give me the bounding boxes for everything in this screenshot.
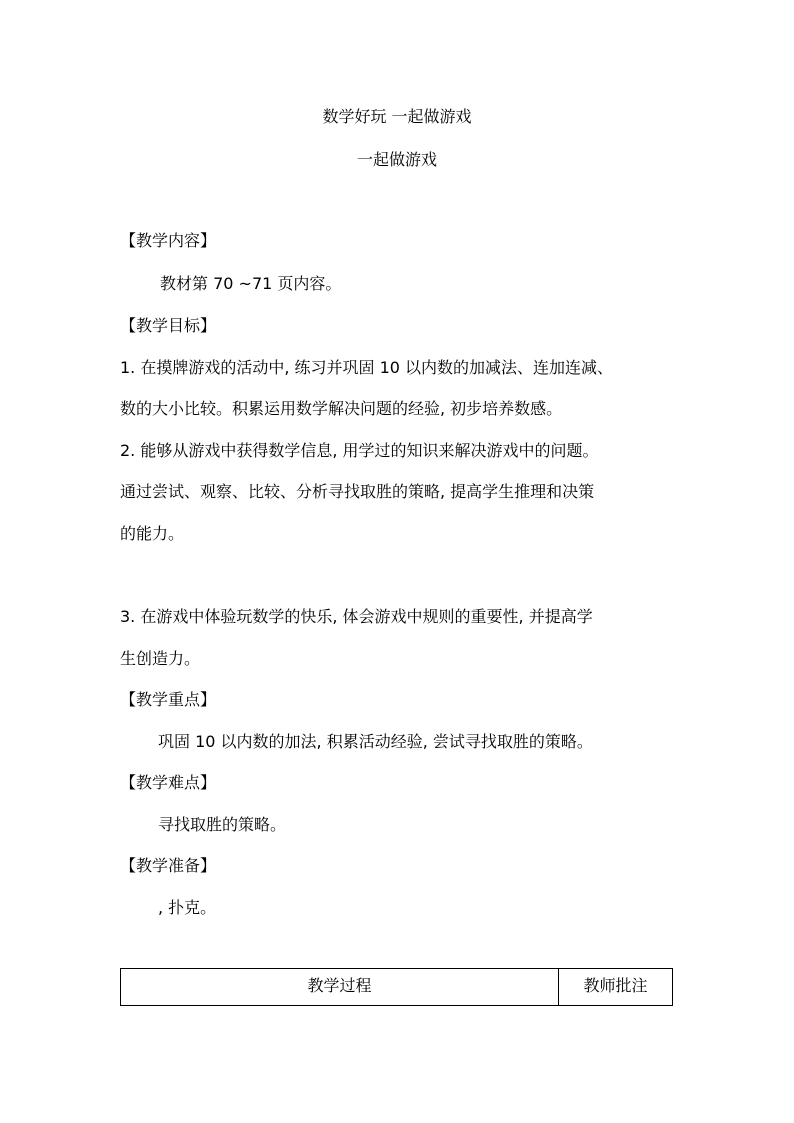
document-subtitle: 一起做游戏	[356, 150, 437, 169]
section-heading-difficulties: 【教学难点】	[120, 773, 217, 792]
goal-2-line-1: 2. 能够从游戏中获得数学信息, 用学过的知识来解决游戏中的问题。	[120, 441, 599, 460]
content-text: 教材第 70 ~71 页内容。	[160, 274, 342, 293]
section-heading-key-points: 【教学重点】	[120, 690, 217, 709]
goal-2-line-3: 的能力。	[120, 524, 185, 543]
teaching-process-table	[120, 968, 673, 1006]
document-title: 数学好玩 一起做游戏	[322, 107, 472, 126]
section-heading-preparation: 【教学准备】	[120, 856, 217, 875]
goal-1-line-1: 1. 在摸牌游戏的活动中, 练习并巩固 10 以内数的加减法、连加连减、	[120, 358, 614, 377]
table-header-row	[121, 969, 673, 1006]
goal-1-line-2: 数的大小比较。积累运用数学解决问题的经验, 初步培养数感。	[120, 399, 563, 418]
preparation-text: , 扑克。	[158, 898, 217, 917]
teacher-notes-header: 教师批注	[559, 969, 673, 1006]
section-heading-content: 【教学内容】	[120, 231, 217, 250]
goal-2-line-2: 通过尝试、观察、比较、分析寻找取胜的策略, 提高学生推理和决策	[120, 482, 595, 501]
goal-3-line-2: 生创造力。	[120, 649, 201, 668]
goal-3-line-1: 3. 在游戏中体验玩数学的快乐, 体会游戏中规则的重要性, 并提高学	[120, 607, 593, 626]
teaching-process-header: 教学过程	[121, 969, 559, 1006]
section-heading-goals: 【教学目标】	[120, 316, 217, 335]
difficulties-text: 寻找取胜的策略。	[158, 815, 287, 834]
key-points-text: 巩固 10 以内数的加法, 积累活动经验, 尝试寻找取胜的策略。	[158, 732, 593, 751]
